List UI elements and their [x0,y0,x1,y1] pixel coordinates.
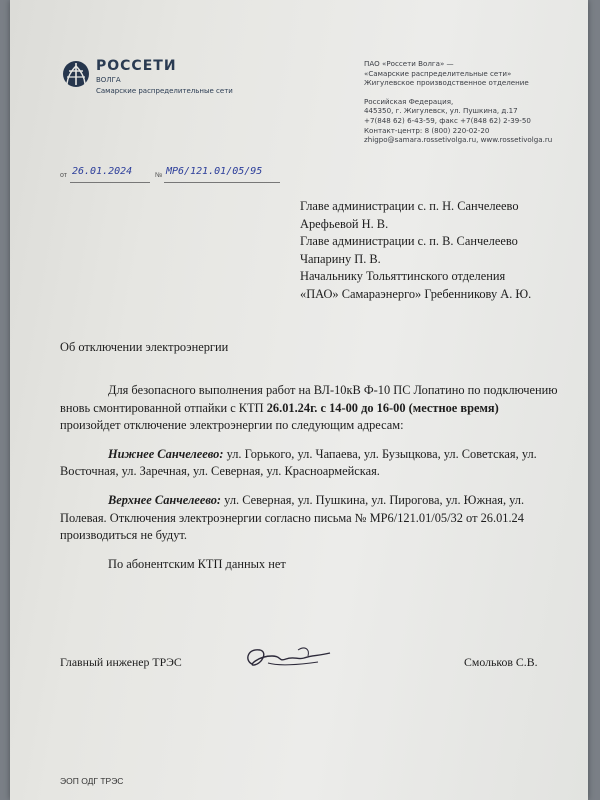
village-label: Нижнее Санчелеево: [108,446,224,461]
number-label: № [155,172,163,179]
addressee-line: Главе администрации с. п. В. Санчелеево [300,234,518,249]
date-label: от [60,172,67,179]
addressee-line: «ПАО» Самараэнерго» Гребенникову А. Ю. [300,286,532,301]
date-underline [70,182,150,183]
address-line: Контакт-центр: 8 (800) 220-02-20 [364,125,490,135]
outage-time: 26.01.24г. с 14-00 до 16-00 (местное время) [266,400,499,415]
body-paragraph: По абонентским КТП данных нет [108,556,286,571]
logo-subtitle: Самарские распределительные сети [96,87,233,95]
body-paragraph: Для безопасного выполнения работ на ВЛ-10кВ Ф-10 ПС Лопатино по подключению вновь смонтированной отпайки с КТП 26.01.24г. с 14-00 до 16-00 (местное время) произойдет отключение электроэнергии по следующим адресам: [60,383,558,433]
addressee-block [300,198,580,304]
letter-subject: Об отключении электроэнергии [60,340,229,354]
handwritten-signature [238,638,348,678]
number-value: МР6/121.01/05/95 [166,166,263,177]
company-logo [62,58,262,108]
letter-sheet [10,0,588,800]
org-line: ПАО «Россети Волга» — [364,59,454,68]
rosseti-logo-icon [62,60,90,88]
addressee-line: Главе администрации с. п. Н. Санчелеево [300,199,519,213]
address-line: zhigpo@samara.rossetivolga.ru, www.rossetivolga.ru [364,135,553,145]
body-paragraph: Верхнее Санчелеево: ул. Северная, ул. Пушкина, ул. Пирогова, ул. Южная, ул. Полевая. Отключения электроэнергии согласно письма № МР6/121.01/05/32 от 26.01.24 производиться не будут. [60,492,525,543]
logo-region: ВОЛГА [96,76,121,84]
org-line: «Самарские распределительные сети» [364,68,512,78]
body-paragraph: Нижнее Санчелеево: ул. Горького, ул. Чапаева, ул. Бузыцкова, ул. Советская, ул. Восточная, ул. Заречная, ул. Северная, ул. Красноармейская. [60,446,537,479]
logo-name: РОССЕТИ [96,58,177,74]
address-line: +7(848 62) 6-43-59, факс +7(848 62) 2-39-50 [364,115,531,125]
organization-block [364,59,584,145]
letter-body [60,382,558,584]
address-line: 445350, г. Жигулевск, ул. Пушкина, д.17 [364,106,518,116]
date-value: 26.01.2024 [72,166,133,177]
addressee-line: Начальнику Тольяттинского отделения [300,269,506,284]
footer-text: ЭОП ОДГ ТРЭС [60,776,124,786]
signatory-name: Смольков С.В. [464,655,538,669]
addressee-line: Чапарину П. В. [300,251,381,266]
signatory-title: Главный инженер ТРЭС [60,655,182,669]
address-line: Российская Федерация, [364,96,454,106]
org-line: Жигулевское производственное отделение [364,78,529,88]
reference-line [60,164,290,186]
addressee-line: Арефьевой Н. В. [300,216,389,231]
village-label: Верхнее Санчелеево: [108,492,222,507]
number-underline [164,182,280,183]
